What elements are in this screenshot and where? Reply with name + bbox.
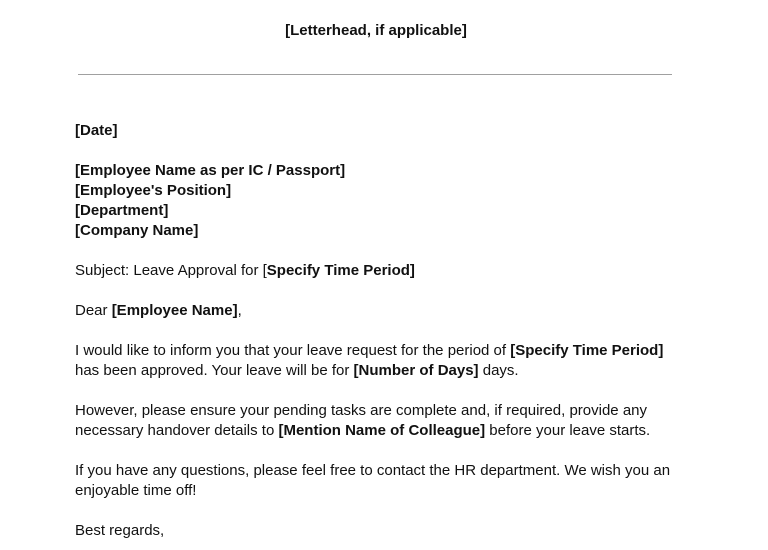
closing: Best regards, [75, 522, 165, 539]
approval-text: days. [478, 362, 519, 379]
colleague-placeholder: [Mention Name of Colleague] [278, 422, 486, 439]
spacer [75, 501, 685, 521]
subject-period-placeholder: Specify Time Period] [266, 262, 415, 279]
spacer [75, 441, 685, 461]
approval-paragraph [75, 341, 685, 381]
subject-prefix: Subject: Leave Approval for [ [75, 262, 267, 279]
employee-position-field: [Employee's Position] [75, 182, 232, 199]
letterhead-divider [78, 74, 672, 75]
spacer [75, 141, 685, 161]
salutation-suffix: , [237, 302, 242, 319]
date-field: [Date] [75, 122, 118, 139]
salutation-name-placeholder: [Employee Name] [111, 302, 238, 319]
days-placeholder: [Number of Days] [353, 362, 479, 379]
handover-text: However, please ensure your pending tasks are complete and, if required, provide any necessary handover details to [75, 402, 647, 439]
spacer [75, 281, 685, 301]
handover-paragraph [75, 401, 685, 441]
spacer [75, 241, 685, 261]
handover-text: before your leave starts. [485, 422, 651, 439]
letter-body [75, 121, 685, 541]
spacer [75, 381, 685, 401]
spacer [75, 321, 685, 341]
salutation-prefix: Dear [75, 302, 112, 319]
subject-line [75, 261, 685, 281]
department-field: [Department] [75, 202, 169, 219]
approval-text: has been approved. Your leave will be for [75, 362, 354, 379]
salutation [75, 301, 685, 321]
company-name-field: [Company Name] [75, 222, 199, 239]
letterhead: [Letterhead, if applicable] [285, 22, 467, 39]
employee-name-field: [Employee Name as per IC / Passport] [75, 162, 346, 179]
contact-paragraph: If you have any questions, please feel free to contact the HR department. We wish you an enjoyable time off! [75, 462, 671, 499]
approval-text: I would like to inform you that your leave request for the period of [75, 342, 511, 359]
period-placeholder: [Specify Time Period] [510, 342, 664, 359]
